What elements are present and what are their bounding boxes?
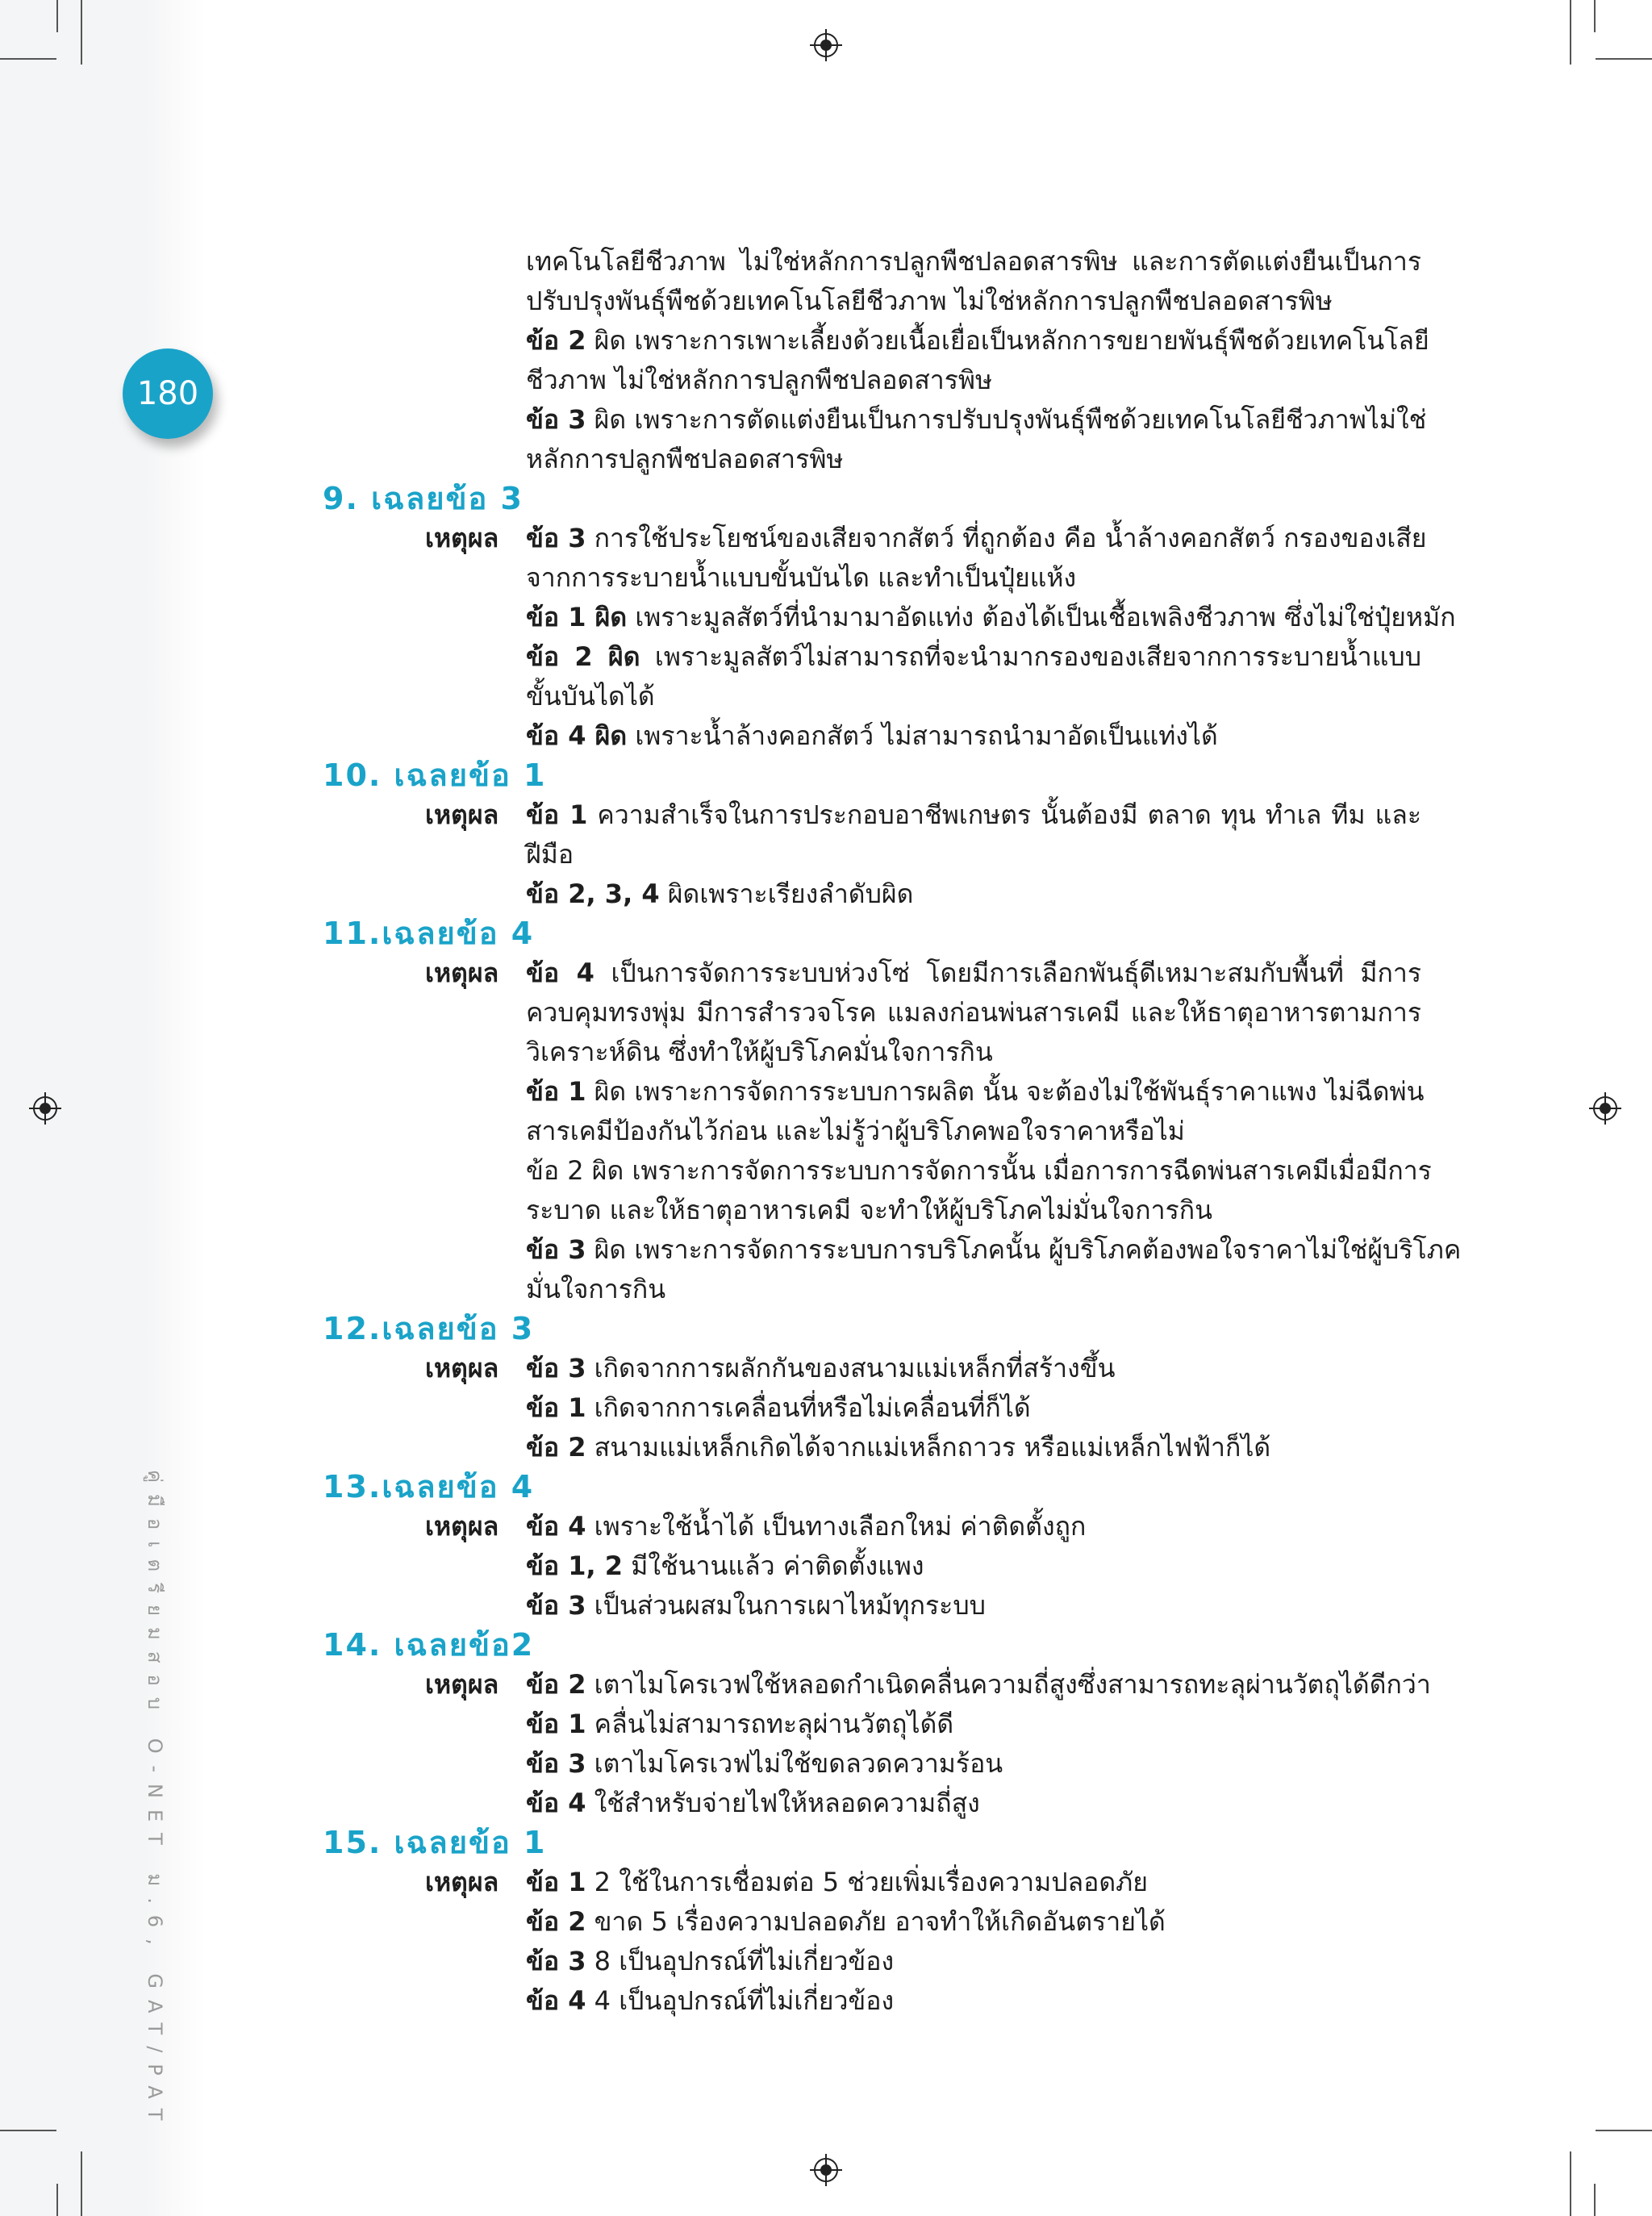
- line-text: ผิดเพราะเรียงลำดับผิด: [659, 878, 914, 909]
- text-line: [526, 321, 1429, 360]
- line-text: หลักการปลูกพืชปลอดสารพิษ: [526, 444, 844, 474]
- line-text: ผิด เพราะการจัดการระบบการบริโภคนั้น ผู้บริโภคต้องพอใจราคาไม่ใช่ผู้บริโภค: [586, 1234, 1462, 1265]
- registration-mark-right: [1589, 1092, 1621, 1125]
- text-line: [526, 716, 1421, 755]
- text-line: [526, 637, 1421, 676]
- choice-label: ข้อ 3: [526, 404, 586, 435]
- line-text: สารเคมีป้องกันไว้ก่อน และไม่รู้ว่าผู้บริโภคพอใจราคาหรือไม่: [526, 1116, 1185, 1146]
- choice-label: ข้อ 3: [526, 1590, 586, 1621]
- line-text: เกิดจากการเคลื่อนที่หรือไม่เคลื่อนที่ก็ได้: [586, 1392, 1031, 1423]
- text-line: [526, 558, 1421, 597]
- answer-heading: 15. เฉลยข้อ 1: [323, 1825, 547, 1860]
- text-line: [526, 874, 1421, 913]
- reason-label: เหตุผล: [425, 1867, 499, 1897]
- choice-label: ข้อ 4: [526, 958, 594, 988]
- line-text: ขั้นบันไดได้: [526, 681, 655, 712]
- text-line: [526, 795, 1421, 834]
- line-text: ใช้สำหรับจ่ายไฟให้หลอดความถี่สูง: [586, 1788, 980, 1818]
- line-text: ควบคุมทรงพุ่ม มีการสำรวจโรค แมลงก่อนพ่นสารเคมี และให้ธาตุอาหารตามการ: [526, 997, 1421, 1028]
- registration-mark-bottom: [810, 2154, 842, 2186]
- line-text: มั่นใจการกิน: [526, 1274, 666, 1304]
- text-line: [526, 1507, 1421, 1546]
- line-text: 2 ใช้ในการเชื่อมต่อ 5 ช่วยเพิ่มเรื่องความปลอดภัย: [586, 1867, 1148, 1897]
- choice-label: ข้อ 4: [526, 1511, 586, 1542]
- line-text: เพราะมูลสัตว์ที่นำมามาอัดแท่ง ต้องได้เป็นเชื้อเพลิงชีวภาพ ซึ่งไม่ใช่ปุ๋ยหมัก: [627, 602, 1456, 632]
- choice-label: ข้อ 1: [526, 1709, 586, 1739]
- text-line: [526, 1705, 1421, 1743]
- text-line: [526, 1072, 1425, 1111]
- text-line: [526, 1784, 1421, 1822]
- choice-label: ข้อ 3: [526, 1946, 586, 1976]
- line-text: เตาไมโครเวฟไม่ใช้ขดลวดความร้อน: [586, 1748, 1003, 1779]
- text-line: [526, 1151, 1432, 1190]
- line-text: ผิด เพราะการจัดการระบบการผลิต นั้น จะต้องไม่ใช้พันธุ์ราคาแพง ไม่ฉีดพ่น: [586, 1076, 1425, 1107]
- line-text: วิเคราะห์ดิน ซึ่งทำให้ผู้บริโภคมั่นใจการกิน: [526, 1037, 993, 1067]
- text-line: [526, 993, 1421, 1032]
- line-text: ผิด เพราะการเพาะเลี้ยงด้วยเนื้อเยื่อเป็นหลักการขยายพันธุ์พืชด้วยเทคโนโลยี: [586, 325, 1429, 356]
- text-line: [526, 1191, 1421, 1229]
- reason-label: เหตุผล: [425, 523, 499, 553]
- line-text: ความสำเร็จในการประกอบอาชีพเกษตร นั้นต้องมี ตลาด ทุน ทำเล ทีม และ: [587, 799, 1422, 830]
- text-line: [526, 519, 1427, 557]
- choice-label: ข้อ 2 ผิด: [526, 641, 640, 672]
- text-line: [526, 1388, 1421, 1427]
- text-line: [526, 1033, 1421, 1071]
- answer-heading: 9. เฉลยข้อ 3: [323, 481, 524, 516]
- choice-label: ข้อ 2, 3, 4: [526, 878, 660, 909]
- answer-heading: 13.เฉลยข้อ 4: [323, 1469, 535, 1504]
- answer-heading: 11.เฉลยข้อ 4: [323, 916, 535, 951]
- choice-label: ข้อ 1: [526, 1392, 586, 1423]
- text-line: [526, 282, 1421, 320]
- reason-label: เหตุผล: [425, 1669, 499, 1700]
- line-text: เตาไมโครเวฟใช้หลอดกำเนิดคลื่นความถี่สูงซึ่งสามารถทะลุผ่านวัตถุได้ดีกว่า: [586, 1669, 1431, 1700]
- line-text: เกิดจากการผลักกันของสนามแม่เหล็กที่สร้างขึ้น: [586, 1353, 1116, 1383]
- line-text: ฝีมือ: [526, 839, 574, 870]
- reason-label: เหตุผล: [425, 799, 499, 830]
- answer-heading: 14. เฉลยข้อ2: [323, 1627, 535, 1663]
- choice-label: ข้อ 3: [526, 1353, 586, 1383]
- line-text: มีใช้นานแล้ว ค่าติดตั้งแพง: [623, 1550, 924, 1581]
- text-line: [526, 1546, 1421, 1585]
- line-text: ข้อ 2 ผิด เพราะการจัดการระบบการจัดการนั้น เมื่อการการฉีดพ่นสารเคมีเมื่อมีการ: [526, 1155, 1432, 1186]
- line-text: สนามแม่เหล็กเกิดได้จากแม่เหล็กถาวร หรือแม่เหล็กไฟฟ้าก็ได้: [586, 1432, 1271, 1463]
- text-line: [526, 954, 1421, 992]
- line-text: ระบาด และให้ธาตุอาหารเคมี จะทำให้ผู้บริโภคไม่มั่นใจการกิน: [526, 1195, 1213, 1225]
- text-line: [526, 440, 1421, 478]
- text-line: [526, 1270, 1421, 1308]
- line-text: เทคโนโลยีชีวภาพ ไม่ใช่หลักการปลูกพืชปลอดสารพิษ และการตัดแต่งยืนเป็นการ: [526, 246, 1421, 277]
- line-text: คลื่นไม่สามารถทะลุผ่านวัตถุได้ดี: [586, 1709, 954, 1739]
- choice-label: ข้อ 3: [526, 1234, 586, 1265]
- choice-label: ข้อ 3: [526, 1748, 586, 1779]
- registration-mark-left: [29, 1092, 61, 1125]
- choice-label: ข้อ 4: [526, 1985, 586, 2016]
- text-line: [526, 598, 1456, 636]
- text-line: [526, 1112, 1421, 1150]
- choice-label: ข้อ 4 ผิด: [526, 720, 628, 751]
- line-text: 8 เป็นอุปกรณ์ที่ไม่เกี่ยวข้อง: [586, 1946, 895, 1976]
- line-text: เป็นการจัดการระบบห่วงโซ่ โดยมีการเลือกพันธุ์ดีเหมาะสมกับพื้นที่ มีการ: [594, 958, 1421, 988]
- choice-label: ข้อ 3: [526, 523, 586, 553]
- line-text: เป็นส่วนผสมในการเผาไหม้ทุกระบบ: [586, 1590, 986, 1621]
- choice-label: ข้อ 2: [526, 1669, 586, 1700]
- text-line: [526, 677, 1421, 716]
- line-text: เพราะใช้น้ำได้ เป็นทางเลือกใหม่ ค่าติดตั้งถูก: [586, 1511, 1087, 1542]
- choice-label: ข้อ 1: [526, 799, 588, 830]
- answer-heading: 10. เฉลยข้อ 1: [323, 757, 547, 793]
- line-text: ชีวภาพ ไม่ใช่หลักการปลูกพืชปลอดสารพิษ: [526, 365, 993, 395]
- text-line: [526, 1863, 1421, 1901]
- text-line: [526, 1665, 1431, 1704]
- side-book-title: คู่มือเตรียมสอบ O-NET ม.6, GAT/PAT: [144, 1470, 166, 2132]
- text-line: [526, 1744, 1421, 1783]
- line-text: จากการระบายน้ำแบบขั้นบันได และทำเป็นปุ๋ยแห้ง: [526, 562, 1077, 593]
- text-line: [526, 1981, 1421, 2020]
- text-line: [526, 1230, 1462, 1269]
- text-line: [526, 361, 1421, 399]
- text-line: [526, 1428, 1421, 1467]
- text-line: [526, 1586, 1421, 1625]
- text-line: [526, 1349, 1421, 1388]
- text-line: [526, 835, 1421, 874]
- line-text: ขาด 5 เรื่องความปลอดภัย อาจทำให้เกิดอันตรายได้: [586, 1906, 1166, 1937]
- choice-label: ข้อ 1: [526, 1867, 586, 1897]
- reason-label: เหตุผล: [425, 1353, 499, 1383]
- answer-heading: 12.เฉลยข้อ 3: [323, 1311, 535, 1346]
- reason-label: เหตุผล: [425, 958, 499, 988]
- line-text: การใช้ประโยชน์ของเสียจากสัตว์ ที่ถูกต้อง คือ น้ำล้างคอกสัตว์ กรองของเสีย: [586, 523, 1427, 553]
- choice-label: ข้อ 4: [526, 1788, 586, 1818]
- line-text: ปรับปรุงพันธุ์พืชด้วยเทคโนโลยีชีวภาพ ไม่ใช่หลักการปลูกพืชปลอดสารพิษ: [526, 286, 1333, 316]
- text-line: [526, 400, 1427, 439]
- text-line: [526, 1942, 1421, 1980]
- choice-label: ข้อ 1, 2: [526, 1550, 624, 1581]
- choice-label: ข้อ 2: [526, 325, 586, 356]
- choice-label: ข้อ 2: [526, 1906, 586, 1937]
- reason-label: เหตุผล: [425, 1511, 499, 1542]
- line-text: 4 เป็นอุปกรณ์ที่ไม่เกี่ยวข้อง: [586, 1985, 895, 2016]
- choice-label: ข้อ 2: [526, 1432, 586, 1463]
- line-text: ผิด เพราะการตัดแต่งยืนเป็นการปรับปรุงพันธุ์พืชด้วยเทคโนโลยีชีวภาพไม่ใช่: [586, 404, 1427, 435]
- registration-mark-top: [810, 29, 842, 61]
- text-line: [526, 1902, 1421, 1941]
- line-text: เพราะมูลสัตว์ไม่สามารถที่จะนำมากรองของเสียจากการระบายน้ำแบบ: [640, 641, 1422, 672]
- text-line: [526, 242, 1421, 281]
- page-number-badge: 180: [123, 348, 213, 439]
- choice-label: ข้อ 1: [526, 1076, 586, 1107]
- line-text: เพราะน้ำล้างคอกสัตว์ ไม่สามารถนำมาอัดเป็นแท่งได้: [627, 720, 1218, 751]
- choice-label: ข้อ 1 ผิด: [526, 602, 628, 632]
